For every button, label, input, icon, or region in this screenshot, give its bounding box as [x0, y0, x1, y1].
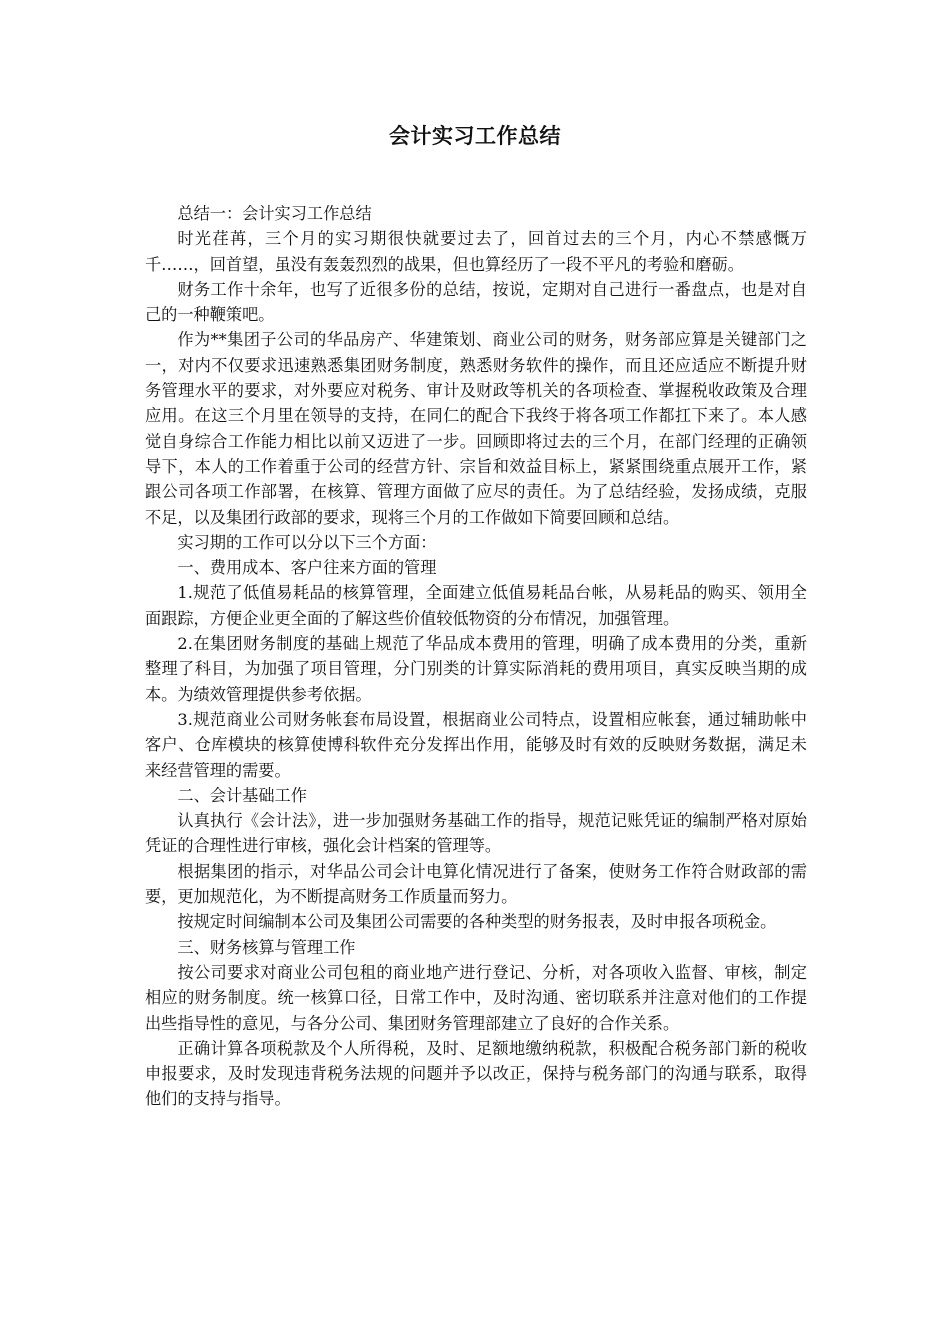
section-heading-accounting-basics: 二、会计基础工作: [177, 785, 307, 805]
paragraph-three-aspects: 实习期的工作可以分以下三个方面：: [177, 532, 437, 552]
paragraph-computerized-accounting: 根据集团的指示，对华品公司会计电算化情况进行了备案，使财务工作符合财政部的需要，更加规范化，为不断提高财务工作质量而努力。: [145, 861, 807, 907]
paragraph-summary-heading: 总结一：会计实习工作总结: [177, 204, 372, 223]
paragraph-financial-reports: 按规定时间编制本公司及集团公司需要的各种类型的财务报表，及时申报各项税金。: [177, 912, 777, 932]
paragraph-role-overview: 作为**集团子公司的华品房产、华建策划、商业公司的财务，财务部应算是关键部门之一，对内不仅要求迅速熟悉集团财务制度，熟悉财务软件的操作，而且还应适应不断提升财务管理水平的要求，对外要应对税务、审计及财政等机关的各项检查、掌握税收政策及合理应用。在这三个月里在领导的支持，在同仁的配合下我终于将各项工作都扛下来了。本人感觉自身综合工作能力相比以前又迈进了一步。回顾即将过去的三个月，在部门经理的正确领导下，本人的工作着重于公司的经营方针、宗旨和效益目标上，紧紧围绕重点展开工作，紧跟公司各项工作部署，在核算、管理方面做了应尽的责任。为了总结经验，发扬成绩，克服不足，以及集团行政部的要求，现将三个月的工作做如下简要回顾和总结。: [145, 330, 807, 527]
section-heading-cost-management: 一、费用成本、客户往来方面的管理: [177, 558, 437, 578]
paragraph-tax-calculation: 正确计算各项税款及个人所得税，及时、足额地缴纳税款，积极配合税务部门新的税收申报要求，及时发现违背税务法规的问题并予以改正，保持与税务部门的沟通与联系，取得他们的支持与指导。: [145, 1038, 807, 1109]
list-item-low-value-consumables: 1.规范了低值易耗品的核算管理，全面建立低值易耗品台帐，从易耗品的购买、领用全面跟踪，方便企业更全面的了解这些价值较低物资的分布情况，加强管理。: [145, 583, 807, 628]
paragraph-accounting-law: 认真执行《会计法》，进一步加强财务基础工作的指导，规范记账凭证的编制严格对原始凭证的合理性进行审核，强化会计档案的管理等。: [145, 811, 807, 856]
list-item-account-setup: 3.规范商业公司财务帐套布局设置，根据商业公司特点，设置相应帐套，通过辅助帐中客户、仓库模块的核算使博科软件充分发挥出作用，能够及时有效的反映财务数据，满足未来经营管理的需要。: [145, 709, 807, 780]
section-heading-accounting-management: 三、财务核算与管理工作: [177, 937, 356, 957]
paragraph-commercial-property: 按公司要求对商业公司包租的商业地产进行登记、分析，对各项收入监督、审核，制定相应的财务制度。统一核算口径，日常工作中，及时沟通、密切联系并注意对他们的工作提出些指导性的意见，与各分公司、集团财务管理部建立了良好的合作关系。: [145, 962, 807, 1033]
paragraph-experience: 财务工作十余年，也写了近很多份的总结，按说，定期对自己进行一番盘点，也是对自己的一种鞭策吧。: [145, 279, 807, 325]
paragraph-intro: 时光荏苒，三个月的实习期很快就要过去了，回首过去的三个月，内心不禁感慨万千……，回首望，虽没有轰轰烈烈的战果，但也算经历了一段不平凡的考验和磨砺。: [145, 229, 807, 274]
document-title: 会计实习工作总结: [389, 124, 561, 148]
list-item-cost-expense-management: 2.在集团财务制度的基础上规范了华品成本费用的管理，明确了成本费用的分类，重新整理了科目，为加强了项目管理，分门别类的计算实际消耗的费用项目，真实反映当期的成本。为绩效管理提供参考依据。: [145, 634, 807, 704]
document-body: [145, 201, 807, 1112]
